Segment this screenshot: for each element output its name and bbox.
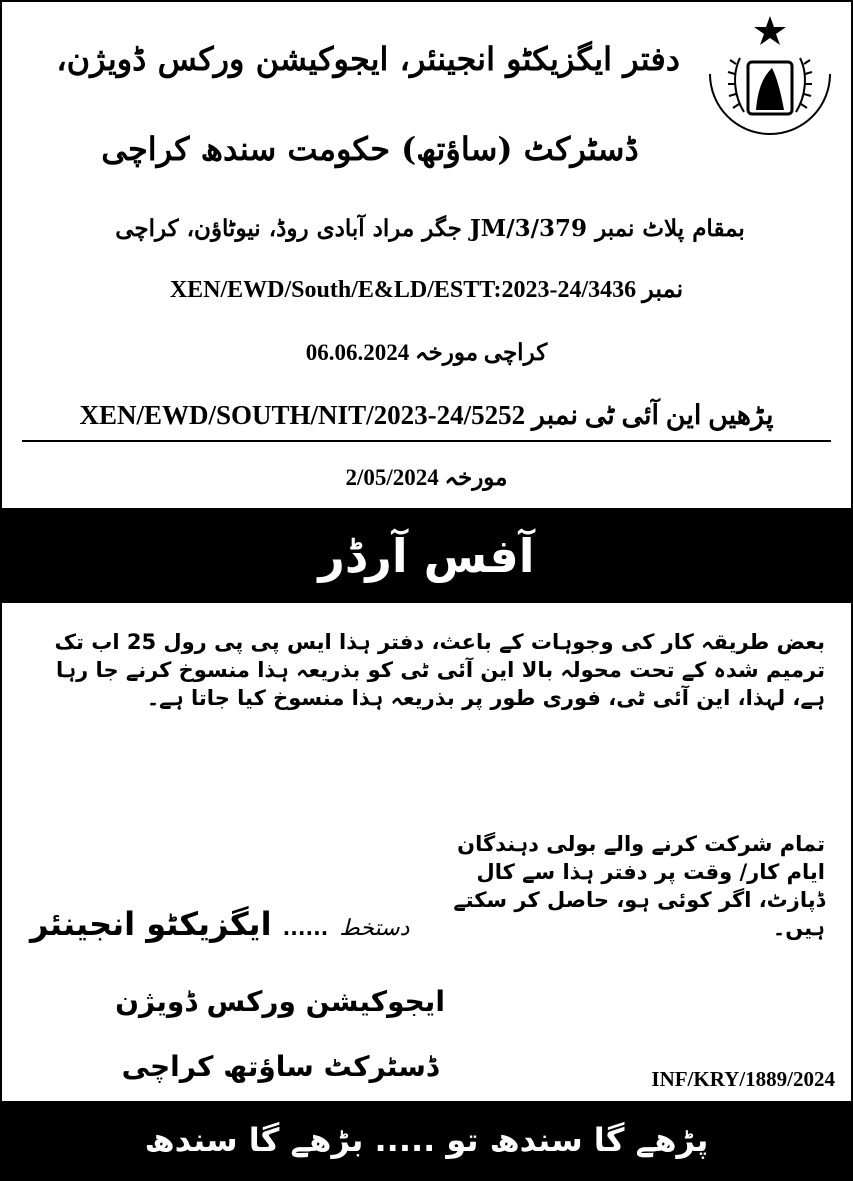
office-order-banner bbox=[0, 508, 853, 603]
office-title-line1: دفتر ایگزیکٹو انجینئر، ایجوکیشن ورکس ڈویژن، bbox=[56, 40, 680, 78]
reference-label: نمبر bbox=[642, 277, 684, 303]
nit-date-row bbox=[20, 465, 833, 491]
nit-label: پڑھیں این آئی ٹی نمبر bbox=[531, 400, 774, 430]
nit-date: 2/05/2024 bbox=[345, 465, 439, 490]
nit-number: XEN/EWD/SOUTH/NIT/2023-24/5252 bbox=[79, 400, 526, 430]
district-name: ڈسٹرکٹ ساؤتھ کراچی bbox=[121, 1050, 439, 1083]
sindh-government-emblem-icon bbox=[700, 14, 840, 164]
reference-number: XEN/EWD/South/E&LD/ESTT:2023-24/3436 bbox=[169, 277, 637, 303]
footer-slogan-band bbox=[0, 1101, 853, 1179]
order-paragraph-1: بعض طریقہ کار کی وجوہات کے باعث، دفتر ہذا ایس پی پی رول 25 اب تک ترمیم شدہ کے تحت محولہ بالا این آئی ٹی کو بذریعہ ہذا منسوخ کرنے جا رہا ہے، لہذا، این آئی ٹی، فوری طور پر بذریعہ ہذا منسوخ کیا جاتا ہے۔ bbox=[54, 630, 825, 710]
footer-slogan: پڑھے گا سندھ تو ..... بڑھے گا سندھ bbox=[144, 1121, 709, 1159]
designation: ایگزیکٹو انجینئر bbox=[30, 905, 272, 943]
signature-dots: ...... bbox=[282, 916, 329, 940]
nit-reference-row bbox=[18, 400, 835, 431]
division-name: ایجوکیشن ورکس ڈویژن bbox=[115, 985, 445, 1018]
order-paragraph-2: تمام شرکت کرنے والے بولی دہندگان ایام کار/ وقت پر دفتر ہذا سے کال ڈپازٹ، اگر کوئی ہو، حاصل کر سکتے ہیں۔ bbox=[453, 832, 825, 940]
date-row bbox=[20, 340, 833, 366]
office-title-line2: ڈسٹرکٹ (ساؤتھ) حکومت سندھ کراچی bbox=[101, 130, 639, 168]
office-address: بمقام پلاٹ نمبر JM/3/379 جگر مراد آبادی روڈ، نیوٹاؤن، کراچی bbox=[115, 215, 745, 242]
reference-row bbox=[20, 275, 833, 304]
nit-date-label: مورخہ bbox=[444, 465, 508, 490]
nit-underline bbox=[22, 440, 831, 442]
order-date: 06.06.2024 bbox=[305, 340, 410, 365]
signature-label: دستخط bbox=[339, 916, 410, 941]
date-prefix: کراچی مورخہ bbox=[415, 340, 548, 365]
signature-line bbox=[30, 905, 550, 943]
inf-number: INF/KRY/1889/2024 bbox=[651, 1067, 835, 1091]
office-order-title: آفس آرڈر bbox=[318, 528, 535, 583]
